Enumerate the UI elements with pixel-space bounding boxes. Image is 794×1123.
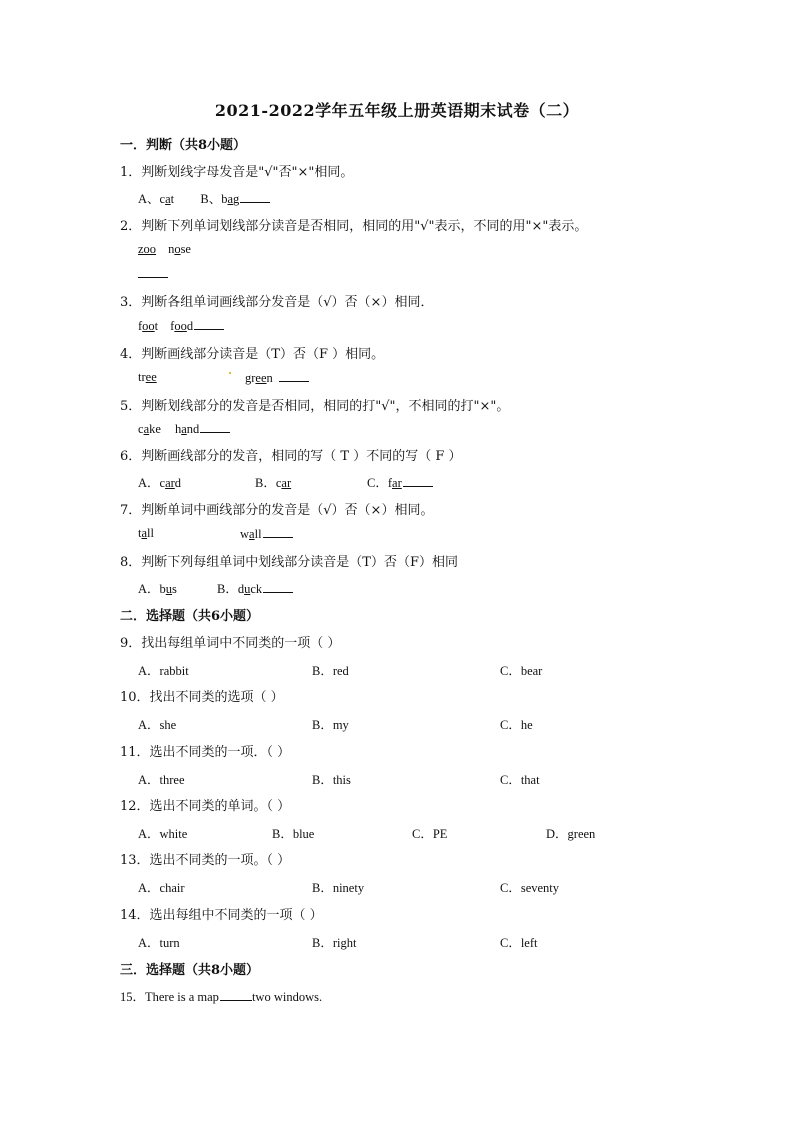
q4-word-1: tree (138, 370, 157, 384)
q8-answer-blank[interactable] (263, 581, 293, 593)
q2-answer-blank[interactable] (138, 266, 168, 278)
q8-stem: 8．判断下列每组单词中划线部分读音是（T）否（F）相同 (120, 555, 458, 570)
q14-stem: 14．选出每组中不同类的一项（ ） (120, 908, 323, 923)
q1-options: A、cat B、bag (138, 189, 270, 207)
q14-option-c[interactable]: C．left (500, 936, 538, 950)
q5-answer-blank[interactable] (200, 421, 230, 433)
q4-stem: 4．判断画线部分读音是（T）否（F ）相同。 (120, 347, 385, 362)
q11-stem: 11．选出不同类的一项．（ ） (120, 745, 291, 760)
q1-answer-blank[interactable] (240, 191, 270, 203)
q13-option-c[interactable]: C．seventy (500, 881, 560, 895)
q5-words: cake hand (138, 421, 230, 437)
q12-option-d[interactable]: D．green (546, 827, 596, 841)
stray-mark (229, 372, 231, 374)
q15-answer-blank[interactable] (220, 989, 252, 1001)
q4-answer-blank[interactable] (279, 370, 309, 382)
q7-word-2: wall (240, 526, 293, 542)
q9-option-c[interactable]: C．bear (500, 664, 543, 678)
q2-answer-line (138, 266, 168, 282)
q8-option-a: A．bus (138, 582, 177, 596)
q13-option-b[interactable]: B．ninety (312, 881, 365, 895)
section-3-heading: 三．选择题（共8小题） (120, 963, 260, 978)
q13-option-a[interactable]: A．chair (138, 881, 185, 895)
q6-option-c: C．far (367, 473, 433, 491)
q3-answer-blank[interactable] (194, 318, 224, 330)
q14-option-a[interactable]: A．turn (138, 936, 180, 950)
q12-option-a[interactable]: A．white (138, 827, 188, 841)
q11-option-a[interactable]: A．three (138, 773, 185, 787)
q4-word-2: green (245, 370, 309, 386)
q2-words: zoo nose (138, 242, 191, 256)
q6-option-b: B．car (255, 476, 292, 490)
q6-option-a: A．card (138, 476, 182, 490)
q11-option-c[interactable]: C．that (500, 773, 540, 787)
q6-answer-blank[interactable] (403, 475, 433, 487)
page-title: 2021-2022学年五年级上册英语期末试卷（二） (214, 101, 580, 120)
q15-stem: 15．There is a map two windows. (120, 990, 323, 1004)
q9-option-a[interactable]: A．rabbit (138, 664, 189, 678)
q1-stem: 1．判断划线字母发音是"√"否"×"相同。 (120, 165, 354, 180)
q10-option-b[interactable]: B．my (312, 718, 349, 732)
section-1-heading: 一．判断（共8小题） (120, 138, 247, 153)
q13-stem: 13．选出不同类的一项。（ ） (120, 853, 291, 868)
q6-stem: 6．判断画线部分的发音，相同的写（ T ）不同的写（ F ） (120, 449, 462, 464)
q12-option-b[interactable]: B．blue (272, 827, 315, 841)
q7-stem: 7．判断单词中画线部分的发音是（√）否（×）相同。 (120, 503, 434, 518)
q8-option-b: B．duck (217, 579, 293, 597)
q10-option-c[interactable]: C．he (500, 718, 533, 732)
q3-stem: 3．判断各组单词画线部分发音是（√）否（×）相同． (120, 295, 434, 310)
section-2-heading: 二．选择题（共6小题） (120, 609, 260, 624)
q10-option-a[interactable]: A．she (138, 718, 177, 732)
q3-words: foot food (138, 318, 224, 334)
q9-stem: 9．找出每组单词中不同类的一项（ ） (120, 636, 341, 651)
q12-option-c[interactable]: C．PE (412, 827, 448, 841)
q7-word-1: tall (138, 526, 154, 540)
q10-stem: 10．找出不同类的选项（ ） (120, 690, 284, 705)
q14-option-b[interactable]: B．right (312, 936, 357, 950)
q11-option-b[interactable]: B．this (312, 773, 351, 787)
q7-answer-blank[interactable] (263, 526, 293, 538)
q9-option-b[interactable]: B．red (312, 664, 349, 678)
q12-stem: 12．选出不同类的单词。（ ） (120, 799, 291, 814)
q2-stem: 2．判断下列单词划线部分读音是否相同，相同的用"√"表示，不同的用"×"表示。 (120, 219, 588, 234)
q5-stem: 5．判断划线部分的发音是否相同，相同的打"√"，不相同的打"×"。 (120, 399, 510, 414)
